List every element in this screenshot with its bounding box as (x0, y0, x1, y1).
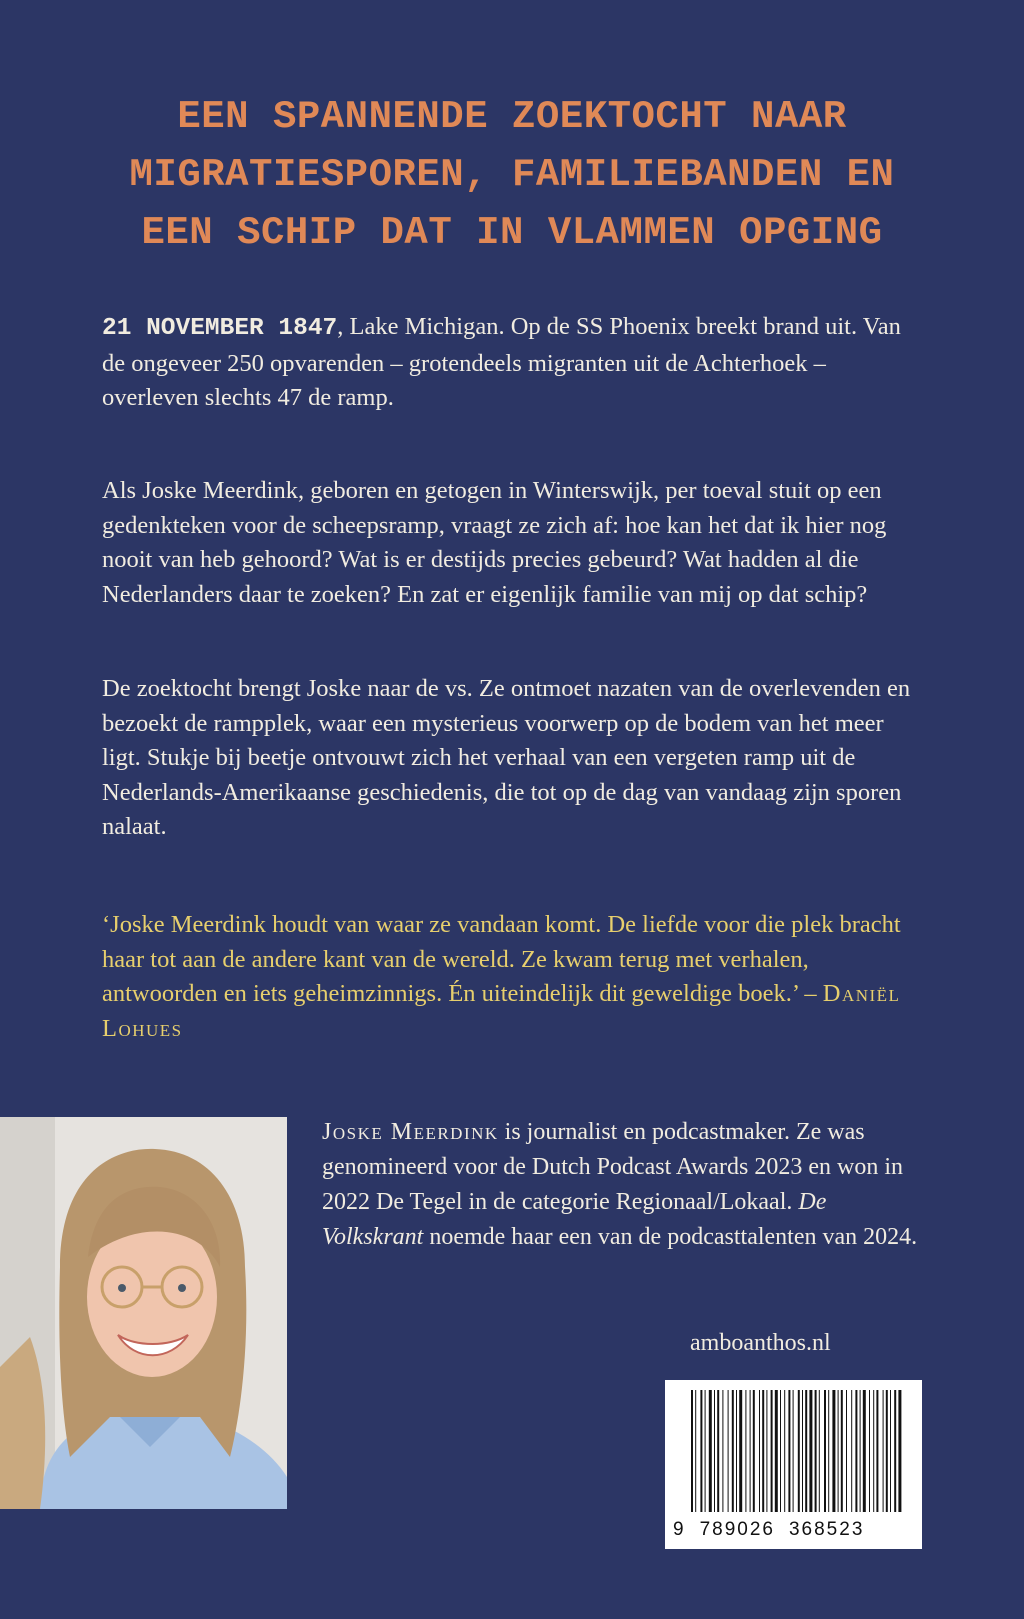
barcode-bar (705, 1390, 706, 1512)
barcode-bar (739, 1390, 742, 1512)
review-quote (102, 908, 920, 1046)
barcode-bar (771, 1390, 773, 1512)
barcode-bar (873, 1390, 874, 1512)
barcode-digits (665, 1519, 922, 1541)
paragraph-3: De zoektocht brengt Joske naar de vs. Ze ontmoet nazaten van de overlevenden en bezoekt de rampplek, waar een mysterieus voorwerp op de bodem van het meer ligt. Stukje bij beetje ontvouwt zich het verhaal van een vergeten ramp uit de Nederlands-Amerikaanse geschiedenis, die tot op de dag van vandaag zijn sporen nalaat. (102, 675, 911, 840)
barcode-bar (869, 1390, 870, 1512)
barcode-bar (709, 1390, 712, 1512)
paragraph-2: Als Joske Meerdink, geboren en getogen in Winterswijk, per toeval stuit op een gedenkteken voor de scheepsramp, vraagt ze zich af: hoe kan het dat ik hier nog nooit van heb gehoord? Wat is er destijds precies gebeurd? Wat hadden al die Nederlanders daar te zoeken? En zat er eigenlijk familie van mij op dat schip? (102, 477, 887, 608)
headline-line-1: EEN SPANNENDE ZOEKTOCHT NAAR (177, 95, 847, 139)
barcode-bar (855, 1390, 857, 1512)
barcode-bar (841, 1390, 843, 1512)
publisher-website[interactable]: amboanthos.nl (690, 1330, 831, 1356)
barcode-bar (722, 1390, 723, 1512)
barcode-bar (762, 1390, 764, 1512)
barcode-bar (890, 1390, 891, 1512)
barcode-bar (828, 1390, 829, 1512)
bio-publication: De Volkskrant (322, 1189, 827, 1250)
barcode-bar (898, 1390, 901, 1512)
barcode-bar (832, 1390, 835, 1512)
barcode-bar (736, 1390, 737, 1512)
bio-text-1: is journalist en podcastmaker. Ze was genomineerd voor de Dutch Podcast Awards 2023 en won in 2022 De Tegel in de categorie Regionaal/Lokaal. (322, 1119, 904, 1215)
author-bio (322, 1115, 932, 1255)
bio-text-2: noemde haar een van de podcasttalenten van 2024. (423, 1224, 918, 1250)
barcode-digit-prefix: 9 (673, 1519, 686, 1540)
barcode-bar (860, 1390, 861, 1512)
author-photo (0, 1117, 287, 1509)
barcode-digits-left: 789026 (699, 1519, 775, 1540)
barcode-bar (824, 1390, 826, 1512)
barcode-bar (815, 1390, 817, 1512)
barcode-bar (780, 1390, 781, 1512)
barcode-bar (775, 1390, 778, 1512)
barcode-bar (714, 1390, 715, 1512)
barcode-bar (717, 1390, 719, 1512)
barcode-digits-right: 368523 (788, 1519, 865, 1540)
headline-line-3: EEN SCHIP DAT IN VLAMMEN OPGING (141, 211, 883, 255)
intro-date: 21 NOVEMBER 1847 (102, 315, 338, 342)
author-portrait-illustration (0, 1117, 287, 1509)
intro-text: , Lake Michigan. Op de SS Phoenix breekt brand uit. Van de ongeveer 250 opvarenden – grotendeels migranten uit de Achterhoek – overleven slechts 47 de ramp. (102, 313, 901, 411)
quote-text: ‘Joske Meerdink houdt van waar ze vandaan komt. De liefde voor die plek bracht haar tot aan de andere kant van de wereld. Ze kwam terug met verhalen, antwoorden en iets geheimzinnigs. Én uiteindelijk dit geweldige boek.’ – (102, 911, 901, 1007)
barcode-bar (894, 1390, 896, 1512)
barcode-bar (691, 1390, 693, 1512)
barcode-bar (819, 1390, 820, 1512)
barcode-bar (809, 1390, 812, 1512)
barcode-bar (883, 1390, 884, 1512)
barcode-bar (700, 1390, 702, 1512)
barcode-bar (753, 1390, 755, 1512)
headline-line-2: MIGRATIESPOREN, FAMILIEBANDEN EN (129, 153, 895, 197)
barcode-bar (788, 1390, 790, 1512)
barcode-bar (876, 1390, 878, 1512)
barcode-bar (802, 1390, 803, 1512)
barcode-bar (745, 1390, 746, 1512)
isbn-barcode (665, 1380, 922, 1549)
barcode-bar (798, 1390, 800, 1512)
barcode-bar (838, 1390, 839, 1512)
barcode-bar (863, 1390, 866, 1512)
barcode-bar (695, 1390, 696, 1512)
barcode-bar (805, 1390, 807, 1512)
quote-author: Daniël Lohues (102, 980, 901, 1042)
barcode-bar (784, 1390, 785, 1512)
barcode-bar (766, 1390, 767, 1512)
barcode-bar (793, 1390, 794, 1512)
barcode-bar (728, 1390, 729, 1512)
bio-author-name: Joske Meerdink (322, 1119, 499, 1145)
intro-paragraph (102, 310, 920, 416)
barcode-bar (759, 1390, 760, 1512)
barcode-bar (886, 1390, 888, 1512)
cover-headline (60, 88, 964, 262)
barcode-bar (851, 1390, 852, 1512)
barcode-bar (846, 1390, 847, 1512)
barcode-bar (732, 1390, 734, 1512)
barcode-bar (750, 1390, 751, 1512)
